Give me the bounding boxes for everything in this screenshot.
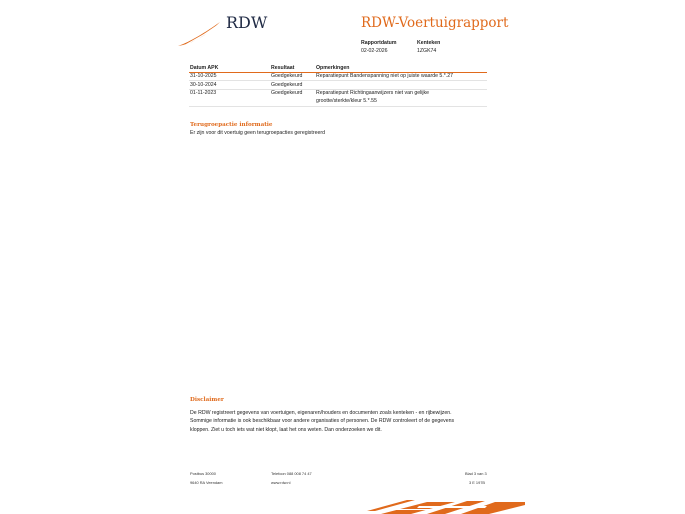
table-header-date: Datum APK: [190, 65, 219, 71]
table-cell-result: Goedgekeurd: [271, 82, 303, 88]
footer-code: 3 E 197B: [469, 480, 486, 485]
table-cell-remark: Reparatiepunt Richtingaanwijzers niet van gelijke: [316, 90, 430, 96]
disclaimer-line: kloppen. Ziet u toch iets wat niet klopt, laat het ons weten. Dan onderzoeken we dit.: [190, 427, 382, 433]
table-cell-date: 31-10-2025: [190, 73, 217, 79]
document-title: RDW-Voertuigrapport: [361, 15, 509, 31]
table-cell-remark-continued: grootte/sterkte/kleur 5.*.55: [316, 98, 377, 104]
table-cell-result: Goedgekeurd: [271, 73, 303, 79]
plate-label: Kenteken: [417, 40, 441, 46]
plate-value: 1ZGK74: [417, 48, 437, 54]
footer-page-number: Blad 3 van 3: [465, 471, 487, 476]
recall-section-title: Terugroepactie informatie: [190, 122, 273, 128]
report-date-value: 02-02-2026: [361, 48, 388, 54]
table-cell-remark: Reparatiepunt Bandenspanning niet op juiste waarde 5.*.27: [316, 73, 453, 79]
disclaimer-line: Sommige informatie is ook beschikbaar voor andere organisaties of personen. De RDW controleert of de gegevens: [190, 418, 455, 424]
brand-name: RDW: [226, 13, 268, 32]
table-cell-date: 30-10-2024: [190, 82, 217, 88]
disclaimer-title: Disclaimer: [190, 397, 224, 403]
table-cell-date: 01-11-2023: [190, 90, 217, 96]
table-header-remarks: Opmerkingen: [316, 65, 350, 71]
report-date-label: Rapportdatum: [361, 40, 397, 46]
table-row-divider: [189, 106, 487, 107]
recall-section-text: Er zijn voor dit voertuig geen terugroepacties geregistreerd: [190, 130, 325, 136]
table-header-result: Resultaat: [271, 65, 295, 71]
rdw-stripes-graphic-icon: [367, 497, 525, 514]
footer-postbus: Postbus 30000: [190, 471, 216, 476]
rdw-wing-logo-icon: [176, 20, 222, 48]
disclaimer-line: De RDW registreert gegevens van voertuigen, eigenaren/houders en documenten zoals kenteken - en rijbewijzen.: [190, 410, 452, 416]
footer-city: 9640 RA Veendam: [190, 480, 223, 485]
table-cell-result: Goedgekeurd: [271, 90, 303, 96]
footer-website-link[interactable]: www.rdw.nl: [271, 480, 291, 485]
footer-phone: Telefoon 088 008 74 47: [271, 471, 312, 476]
table-row-divider: [189, 80, 487, 81]
